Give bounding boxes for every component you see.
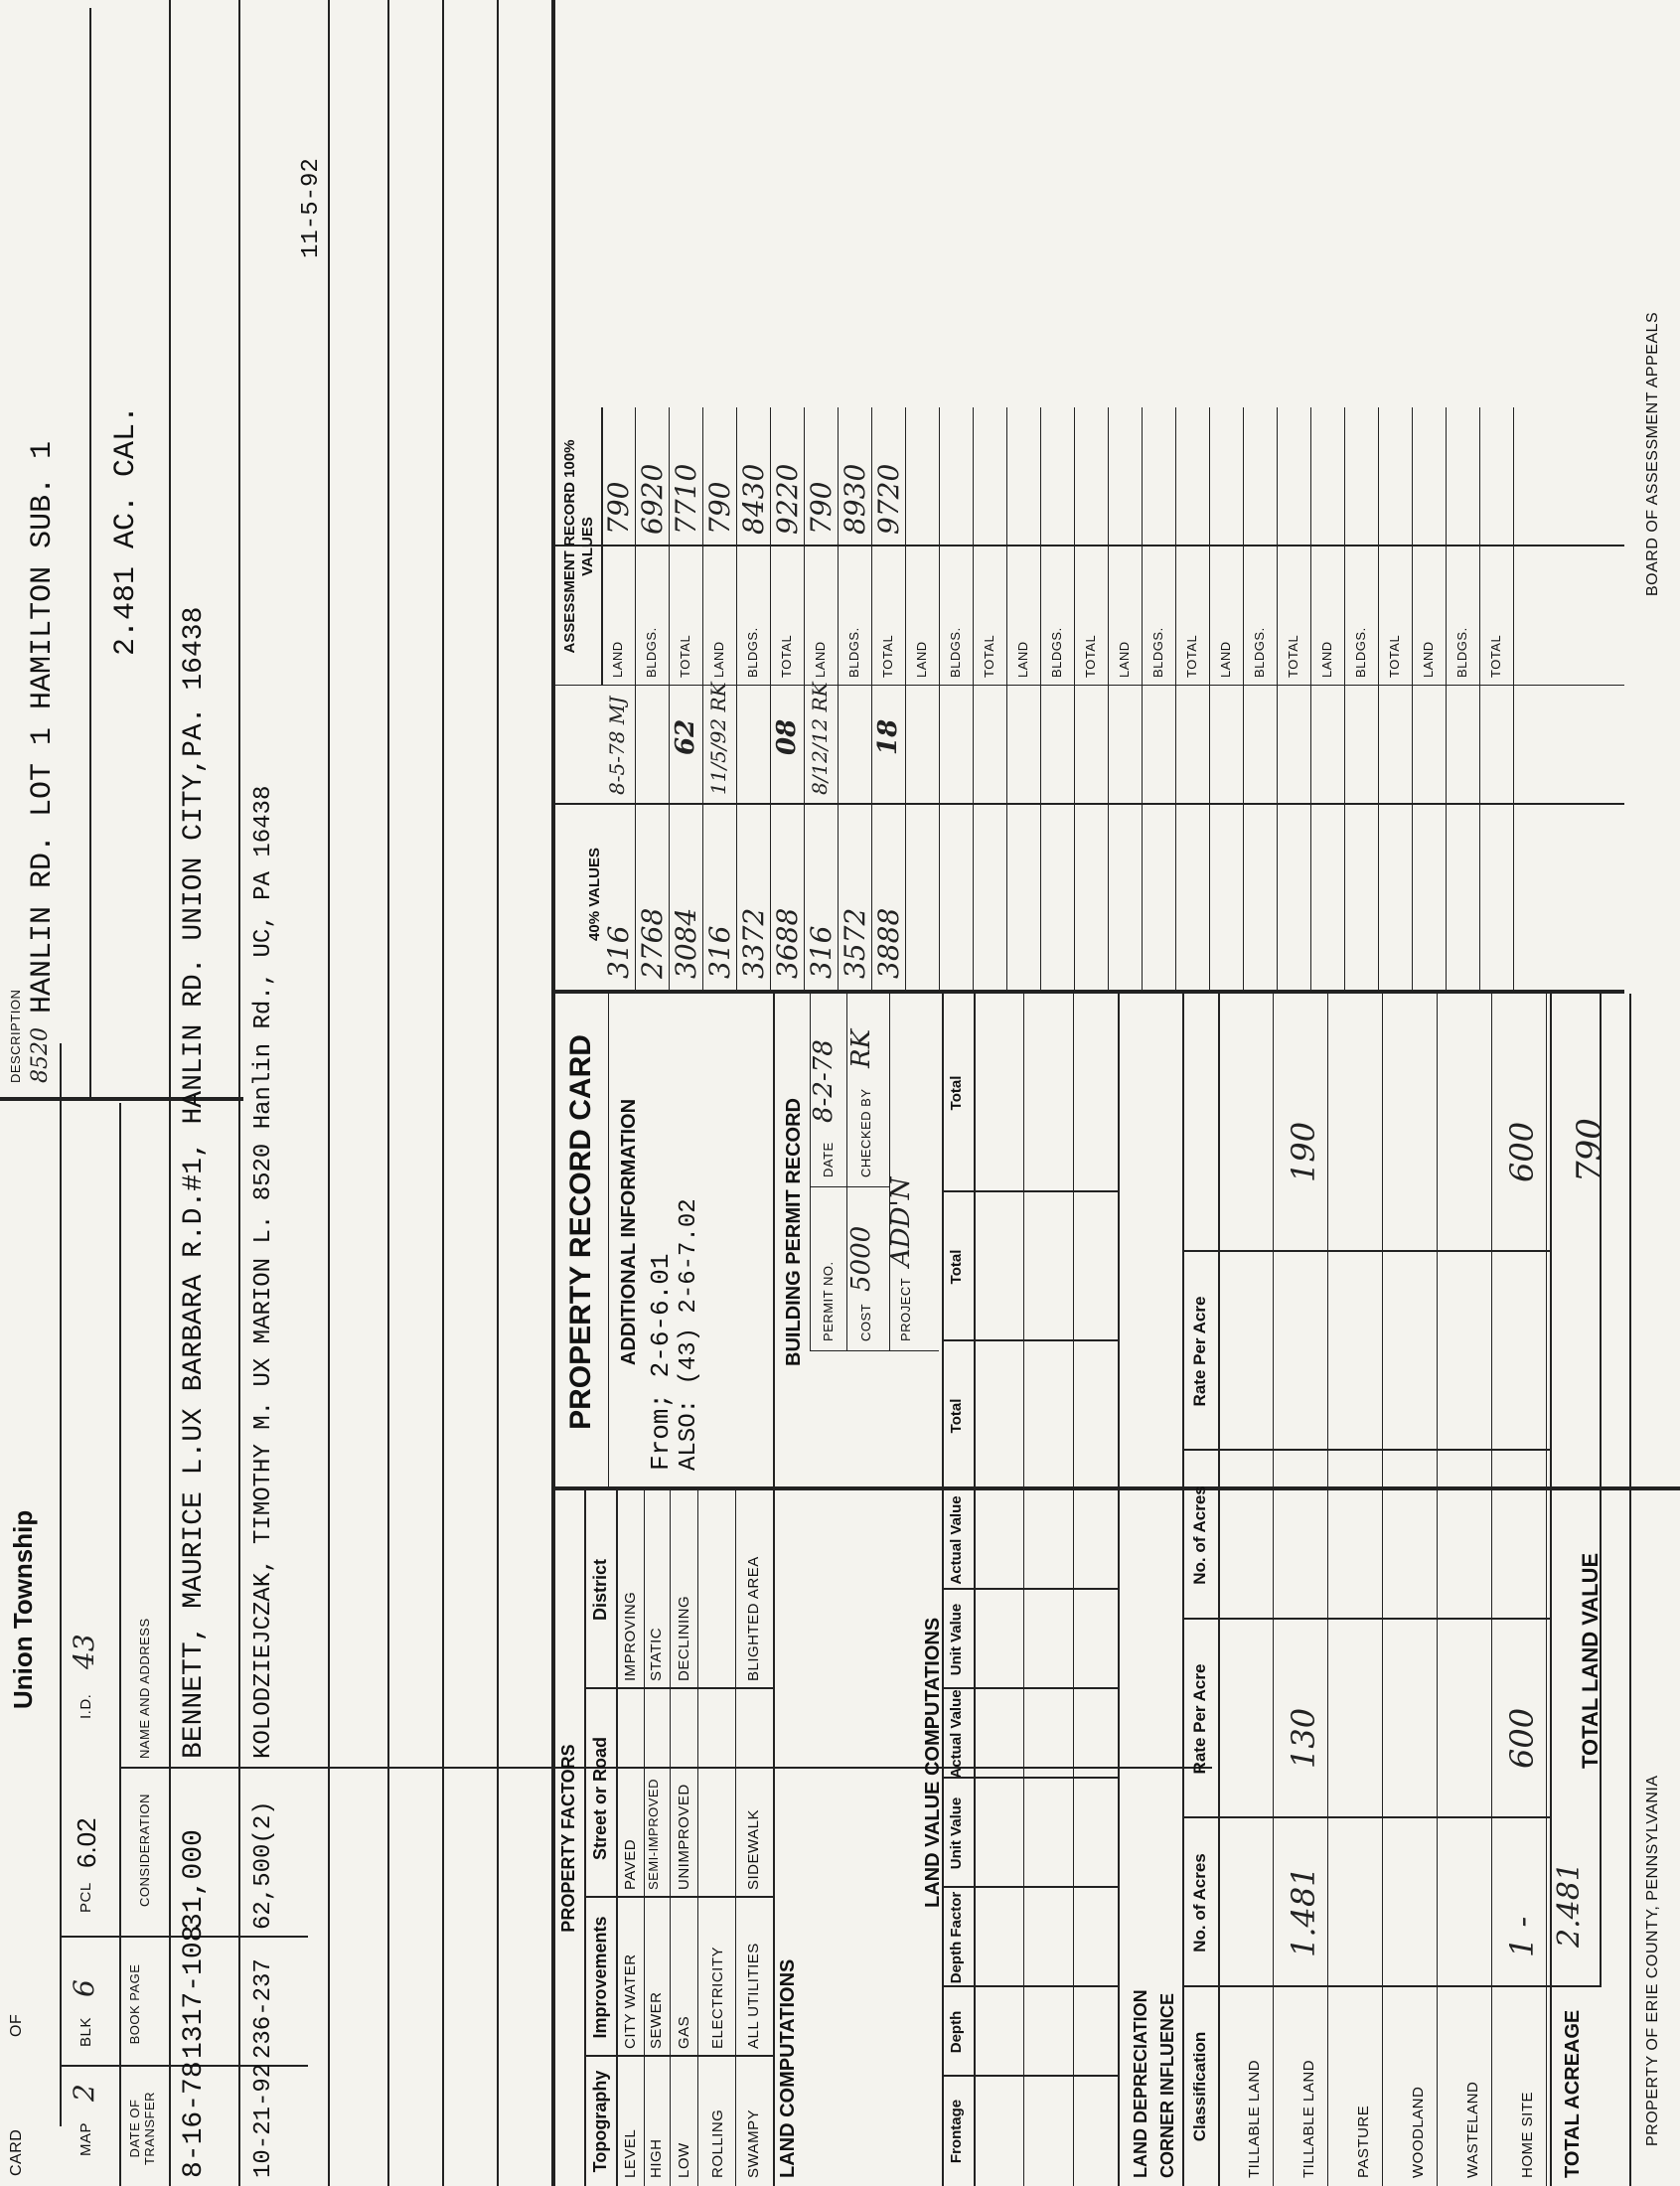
pf-impr-sewer: SEWER: [648, 1991, 665, 2049]
additional-also: ALSO: (43) 2-6-7.02: [676, 1198, 702, 1471]
assess-g4-label-2: TOTAL: [1083, 634, 1098, 678]
lvc-col-divider-9: [942, 1190, 1118, 1192]
assess-g6-rule-1: [1277, 407, 1278, 994]
lvc-col-5: Unit Value: [948, 1603, 965, 1676]
col-name-address: NAME AND ADDRESS: [137, 1618, 152, 1759]
permit-cost-label: COST: [858, 1303, 873, 1341]
assess-g6-label-1: BLDGS.: [1252, 627, 1267, 678]
class-row-0-name: TILLABLE LAND: [1246, 2059, 1263, 2178]
pcl-label: PCL: [77, 1882, 94, 1913]
blk-value: 6: [68, 1979, 100, 1997]
assess-g1-note: 11/5/92 RK: [706, 682, 730, 795]
col-date-transfer: DATE OF TRANSFER: [127, 2091, 157, 2166]
assess-g2-forty-2: 3888: [872, 907, 905, 979]
assess-g1-value-0: 790: [703, 481, 736, 535]
lvc-col-9: Total: [948, 1075, 965, 1111]
assess-g6-rule-0: [1243, 407, 1244, 994]
card-label: CARD: [8, 2128, 25, 2176]
blk-label: BLK: [77, 2017, 94, 2047]
land-depreciation-label: LAND DEPRECIATION: [1131, 1989, 1150, 2178]
pf-district-blighted: BLIGHTED AREA: [745, 1556, 762, 1681]
assess-g5-rule-2: [1209, 407, 1210, 994]
description-line1: HANLIN RD. LOT 1 HAMILTON SUB. 1: [26, 440, 60, 1014]
description-house-no: 8520: [28, 1027, 53, 1083]
assess-g1-forty-0: 316: [703, 925, 736, 979]
pf-impr-gas: GAS: [676, 2015, 692, 2049]
assess-g2-value-2: 9720: [872, 463, 905, 535]
assess-g8-label-2: TOTAL: [1488, 634, 1503, 678]
assess-g0-value-0: 790: [602, 481, 635, 535]
assess-g2-value-1: 8930: [839, 463, 871, 535]
total-acreage-value: 2.481: [1552, 1862, 1587, 1948]
assessment-title: ASSESSMENT RECORD 100% VALUES: [561, 439, 596, 654]
transfer-row2-name: KOLODZIEJCZAK, TIMOTHY M. UX MARION L. 8520 Hanlin Rd., UC, PA 16438: [250, 785, 277, 1759]
of-label: OF: [8, 2013, 25, 2037]
pf-district-static: STATIC: [648, 1627, 665, 1681]
col-street-road: Street or Road: [590, 1736, 610, 1861]
lvc-col-divider-7: [942, 1488, 1118, 1490]
pf-impr-electricity: ELECTRICITY: [709, 1946, 726, 2049]
township-title: Union Township: [8, 1509, 38, 1709]
assess-g8-rule-1: [1479, 407, 1480, 994]
assess-g4-label-0: LAND: [1015, 641, 1030, 678]
permit-date-label: DATE: [821, 1142, 836, 1177]
lvc-col-3: Unit Value: [948, 1796, 965, 1870]
class-row-3-name: WOODLAND: [1410, 2086, 1427, 2178]
lvc-col-divider-8: [942, 1339, 1118, 1341]
assess-g4-rule-2: [1108, 407, 1109, 994]
col-district: District: [590, 1559, 610, 1622]
assess-g1-forty-1: 3372: [737, 907, 770, 979]
col-improvements: Improvements: [590, 1916, 610, 2039]
class-row-5-total: 600: [1503, 1121, 1541, 1182]
assess-g2-forty-1: 3572: [839, 907, 871, 979]
assess-g7-label-2: TOTAL: [1387, 634, 1402, 678]
transfer-row1-name: BENNETT, MAURICE L.UX BARBARA R.D.#1, HANLIN RD. UNION CITY,PA. 16438: [179, 606, 210, 1759]
class-row-3-rule: [1437, 994, 1438, 2186]
pf-topo-level: LEVEL: [622, 2128, 639, 2178]
assess-g0-year: 62: [671, 718, 700, 755]
project-label: PROJECT: [898, 1277, 913, 1341]
assess-g0-forty-2: 3084: [670, 907, 702, 979]
assess-g2-label-2: TOTAL: [880, 634, 895, 678]
assess-g0-value-1: 6920: [636, 463, 669, 535]
assess-g0-label-1: BLDGS.: [644, 627, 659, 678]
lvc-col-divider-2: [942, 1985, 1118, 1987]
checked-by-label: CHECKED BY: [858, 1088, 873, 1177]
map-value: 2: [68, 2084, 100, 2102]
lvc-col-divider-1: [942, 2075, 1118, 2077]
class-row-4-rule: [1491, 994, 1492, 2186]
description-line2: 2.481 AC. CAL.: [109, 404, 143, 656]
id-value: 43: [68, 1634, 100, 1669]
col-no-acres-2: No. of Acres: [1190, 1485, 1209, 1585]
assess-g3-rule-1: [973, 407, 974, 994]
assess-g1-value-2: 9220: [771, 463, 804, 535]
assess-g4-rule-1: [1074, 407, 1075, 994]
assess-g0-label-2: TOTAL: [678, 634, 692, 678]
lvc-col-4: Actual Value: [948, 1689, 965, 1779]
assess-g5-rule-1: [1175, 407, 1176, 994]
col-classification: Classification: [1190, 2031, 1209, 2142]
permit-date-value: 8-2-78: [809, 1039, 839, 1123]
lvc-col-1: Depth: [948, 2010, 965, 2054]
pf-street-paved: PAVED: [622, 1838, 639, 1890]
col-no-acres-1: No. of Acres: [1190, 1853, 1209, 1952]
col-consideration: CONSIDERATION: [137, 1794, 152, 1907]
pcl-value: 6.02: [72, 1817, 101, 1868]
assess-g8-rule-2: [1513, 407, 1514, 994]
assess-g2-forty-0: 316: [805, 925, 838, 979]
id-label: I.D.: [77, 1693, 94, 1719]
assess-g7-label-0: LAND: [1319, 641, 1334, 678]
transfer-row2-date: 10-21-92: [250, 2063, 277, 2178]
class-row-2-rule: [1382, 994, 1383, 2186]
lvc-col-6: Actual Value: [948, 1495, 965, 1585]
total-land-value-label: TOTAL LAND VALUE: [1578, 1552, 1603, 1769]
checked-by-value: RK: [846, 1029, 876, 1068]
land-computations-title: LAND COMPUTATIONS: [777, 1958, 799, 2178]
assess-g2-note: 8/12/12 RK: [808, 682, 832, 795]
pf-district-declining: DECLINING: [676, 1595, 692, 1681]
pf-topo-swampy: SWAMPY: [745, 2108, 762, 2178]
transfer-row1-consideration: 31,000: [179, 1829, 210, 1930]
assess-g2-rule-2: [905, 407, 906, 994]
assess-g1-label-2: TOTAL: [779, 634, 794, 678]
transfer-row2-consideration: 62,500(2): [250, 1800, 277, 1930]
lvc-col-divider-5: [942, 1687, 1118, 1689]
class-row-0-rule: [1273, 994, 1274, 2186]
assess-g0-label-0: LAND: [610, 641, 625, 678]
class-col-divider-0: [1182, 1816, 1550, 1818]
assess-g6-rule-2: [1310, 407, 1311, 994]
pf-topo-high: HIGH: [648, 2138, 665, 2178]
col-topography: Topography: [590, 2070, 610, 2173]
project-value: ADD'N: [886, 1176, 916, 1267]
assess-g1-value-1: 8430: [737, 463, 770, 535]
lvc-col-divider-3: [942, 1886, 1118, 1888]
assess-g5-label-1: BLDGS.: [1150, 627, 1165, 678]
pf-impr-city-water: CITY WATER: [622, 1953, 639, 2049]
map-label: MAP: [77, 2121, 94, 2156]
description-label: DESCRIPTION: [8, 989, 23, 1083]
assess-g0-forty-0: 316: [602, 925, 635, 979]
assess-g2-value-0: 790: [805, 481, 838, 535]
class-row-5-rule: [1546, 994, 1547, 2186]
transfer-row2-book: 236-237: [250, 1958, 277, 2059]
lvc-col-8: Total: [948, 1249, 965, 1285]
lvc-col-7: Total: [948, 1398, 965, 1434]
permit-cost-value: 5000: [846, 1225, 876, 1292]
assess-g2-year: 18: [873, 718, 903, 755]
total-land-value: 790: [1570, 1118, 1609, 1182]
footer-right: BOARD OF ASSESSMENT APPEALS: [1644, 311, 1661, 596]
assess-g2-label-1: BLDGS.: [846, 627, 861, 678]
assess-g3-rule-0: [939, 407, 940, 994]
pf-street-sidewalk: SIDEWALK: [745, 1809, 762, 1890]
class-col-divider-2: [1182, 1449, 1550, 1451]
transfer-row2-extra: 11-5-92: [298, 158, 325, 258]
assess-g7-rule-1: [1378, 407, 1379, 994]
transfer-row1-date: 8-16-78: [179, 2061, 210, 2178]
class-row-1-acres: 1.481: [1285, 1866, 1322, 1957]
lvc-col-divider-4: [942, 1777, 1118, 1779]
property-factors-title: PROPERTY FACTORS: [558, 1744, 578, 1933]
pf-topo-low: LOW: [676, 2142, 692, 2178]
lvc-col-divider-6: [942, 1588, 1118, 1590]
assess-g4-rule-0: [1040, 407, 1041, 994]
corner-influence-label: CORNER INFLUENCE: [1157, 1992, 1177, 2178]
lvc-col-2: Depth Factor: [948, 1891, 965, 1984]
class-row-2-name: PASTURE: [1355, 2105, 1372, 2178]
assess-g1-label-1: BLDGS.: [745, 627, 760, 678]
class-col-divider-3: [1182, 1250, 1550, 1252]
assess-g7-label-1: BLDGS.: [1353, 627, 1368, 678]
assess-g6-label-2: TOTAL: [1286, 634, 1300, 678]
transfer-row1-book: 1317-108: [179, 1925, 210, 2059]
assess-g4-label-1: BLDGS.: [1049, 627, 1064, 678]
assess-g8-rule-0: [1446, 407, 1447, 994]
footer-left: PROPERTY OF ERIE COUNTY, PENNSYLVANIA: [1644, 1775, 1661, 2146]
forty-percent-label: 40% VALUES: [586, 848, 603, 941]
assess-g5-label-2: TOTAL: [1184, 634, 1199, 678]
lvc-col-0: Frontage: [948, 2099, 965, 2164]
assess-g8-label-1: BLDGS.: [1454, 627, 1469, 678]
pf-impr-all-utilities: ALL UTILITIES: [745, 1943, 762, 2049]
building-permit-title: BUILDING PERMIT RECORD: [783, 1098, 805, 1366]
assess-g3-label-2: TOTAL: [982, 634, 996, 678]
pf-street-semi-improved: SEMI-IMPROVED: [646, 1779, 661, 1890]
permit-no-label: PERMIT NO.: [821, 1261, 836, 1341]
class-row-5-acres: 1 -: [1503, 1916, 1541, 1957]
assess-g1-label-0: LAND: [711, 641, 726, 678]
class-row-5-name: HOME SITE: [1519, 2091, 1536, 2178]
pf-topo-rolling: ROLLING: [709, 2108, 726, 2178]
class-row-4-name: WASTELAND: [1464, 2081, 1481, 2178]
additional-info-title: ADDITIONAL INFORMATION: [618, 1098, 640, 1366]
col-book-page: BOOK PAGE: [127, 1963, 142, 2045]
assess-g3-label-1: BLDGS.: [948, 627, 963, 678]
class-row-1-total: 190: [1285, 1121, 1322, 1182]
assess-g1-forty-2: 3688: [771, 907, 804, 979]
pf-street-unimproved: UNIMPROVED: [676, 1784, 692, 1890]
assess-g5-label-0: LAND: [1117, 641, 1132, 678]
class-row-1-rate: 130: [1285, 1707, 1322, 1769]
col-rate-acre-2: Rate Per Acre: [1190, 1296, 1209, 1407]
assess-g0-note: 8-5-78 MJ: [605, 696, 629, 795]
assess-g5-rule-0: [1142, 407, 1143, 994]
col-rate-acre-1: Rate Per Acre: [1190, 1663, 1209, 1775]
class-row-1-rule: [1327, 994, 1328, 2186]
assess-g8-label-0: LAND: [1421, 641, 1436, 678]
class-row-1-name: TILLABLE LAND: [1300, 2059, 1317, 2178]
additional-from: From; 2-6-6.01: [646, 1253, 676, 1471]
assess-g7-rule-2: [1412, 407, 1413, 994]
assess-g3-label-0: LAND: [914, 641, 929, 678]
assess-g3-rule-2: [1006, 407, 1007, 994]
record-card-title: PROPERTY RECORD CARD: [564, 1034, 597, 1430]
class-col-divider-1: [1182, 1618, 1550, 1620]
pf-district-improving: IMPROVING: [622, 1591, 639, 1681]
land-value-computations-title: LAND VALUE COMPUTATIONS: [922, 1617, 944, 1908]
assess-g1-year: 08: [772, 718, 802, 755]
assess-g0-forty-1: 2768: [636, 907, 669, 979]
assess-g6-label-0: LAND: [1218, 641, 1233, 678]
assess-g2-label-0: LAND: [813, 641, 828, 678]
total-acreage-label: TOTAL ACREAGE: [1562, 2009, 1584, 2178]
assess-g7-rule-0: [1344, 407, 1345, 994]
class-row-5-rate: 600: [1503, 1707, 1541, 1769]
assess-g0-value-2: 7710: [670, 463, 702, 535]
